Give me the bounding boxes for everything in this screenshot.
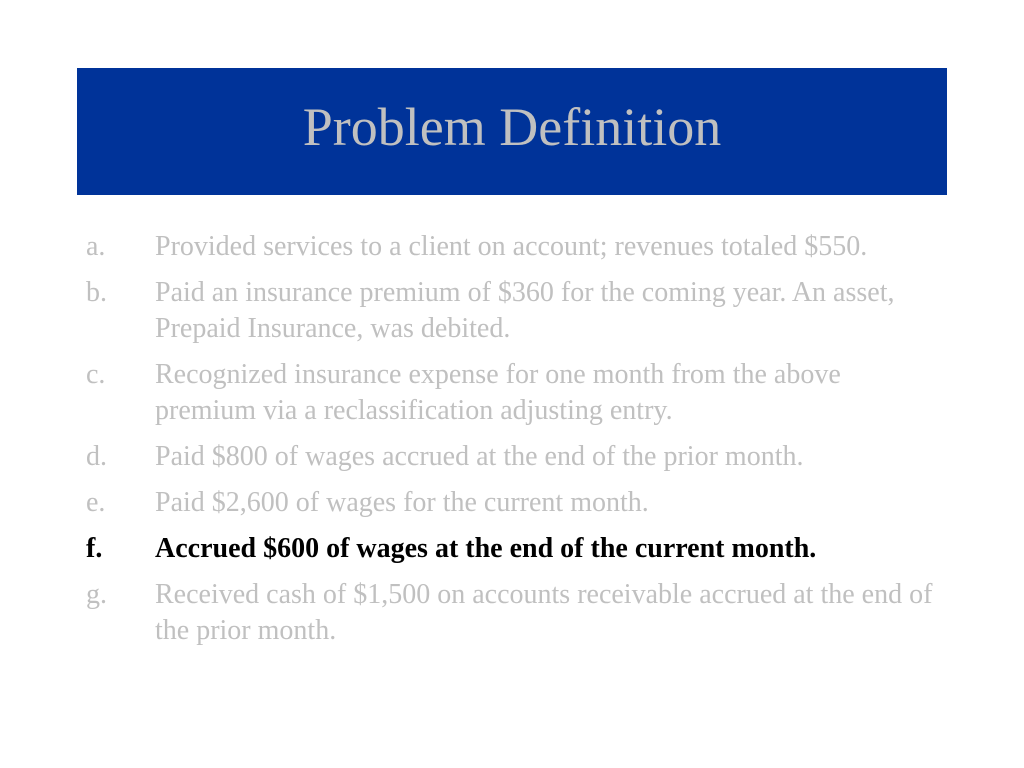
item-text: Recognized insurance expense for one month from the above premium via a reclassification adjusting entry.	[155, 359, 841, 426]
title-bar	[77, 68, 947, 195]
list-item-c	[86, 357, 946, 429]
item-marker: g.	[86, 579, 107, 610]
list-item-d	[86, 439, 946, 475]
list-item-f	[86, 531, 946, 567]
item-marker: b.	[86, 277, 107, 308]
item-text: Accrued $600 of wages at the end of the current month.	[155, 533, 817, 564]
list-item-b	[86, 275, 946, 347]
list-item-e	[86, 485, 946, 521]
item-text: Paid an insurance premium of $360 for the coming year. An asset, Prepaid Insurance, was debited.	[155, 277, 895, 344]
item-text: Provided services to a client on account; revenues totaled $550.	[155, 231, 868, 262]
slide-title: Problem Definition	[302, 96, 722, 157]
item-text: Paid $800 of wages accrued at the end of the prior month.	[155, 441, 804, 472]
item-text: Received cash of $1,500 on accounts receivable accrued at the end of the prior month.	[155, 579, 933, 646]
item-marker: a.	[86, 231, 106, 262]
item-text: Paid $2,600 of wages for the current month.	[155, 487, 649, 518]
item-marker: d.	[86, 441, 107, 472]
list-item-g	[86, 577, 946, 649]
item-list	[86, 229, 946, 659]
item-marker: c.	[86, 359, 106, 390]
list-item-a	[86, 229, 946, 265]
item-marker: e.	[86, 487, 106, 518]
item-marker: f.	[86, 533, 103, 564]
